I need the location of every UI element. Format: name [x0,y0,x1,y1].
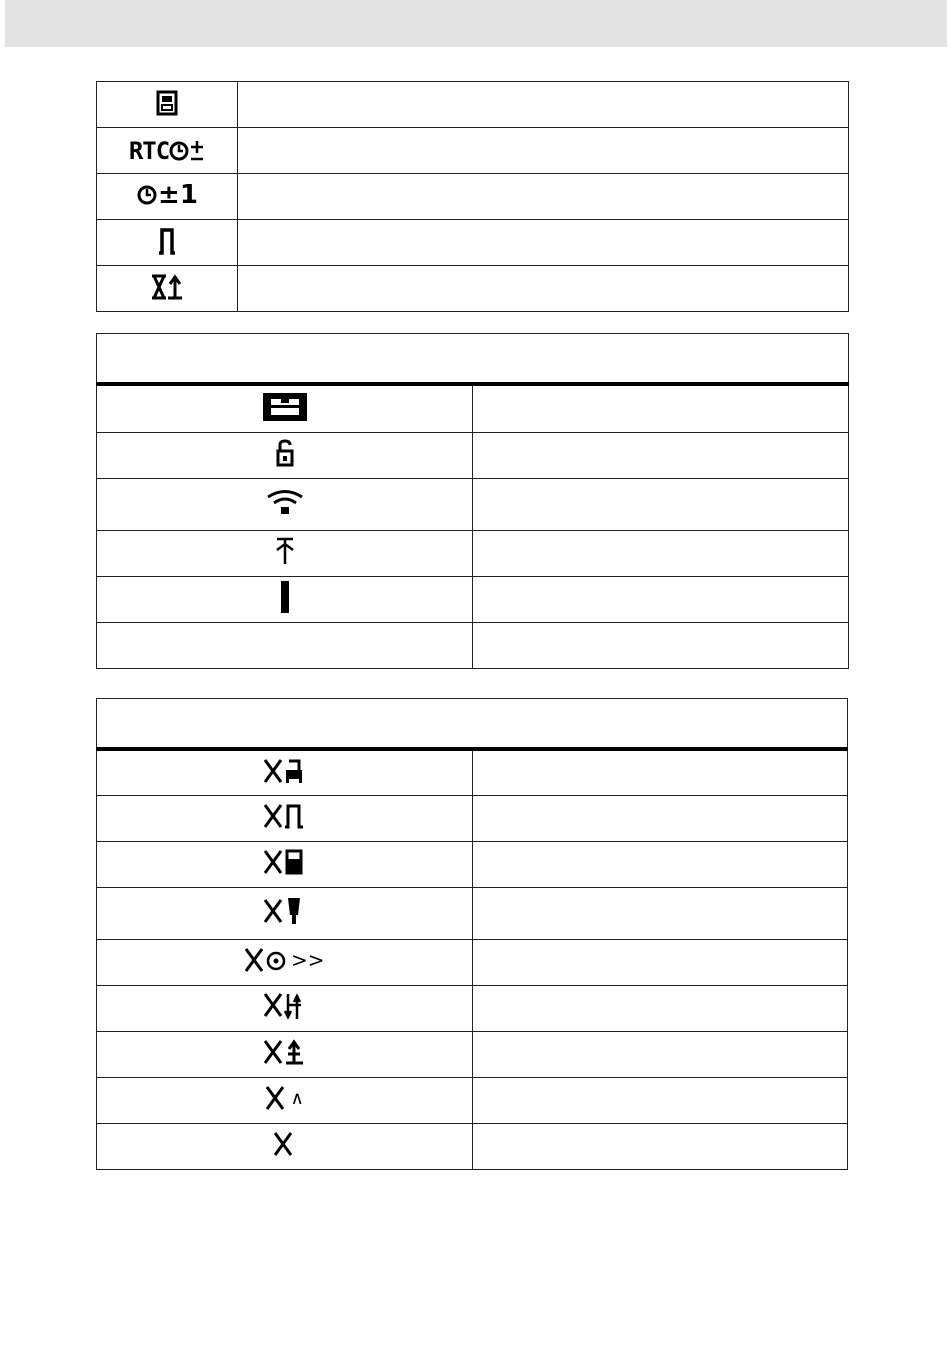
table-row [97,1123,848,1169]
row-description [238,220,849,266]
row-description [472,1031,848,1077]
rtc-clock-adjust-icon [129,137,205,165]
table-row [97,985,848,1031]
row-description [472,985,848,1031]
symbol-table-3 [96,698,848,1170]
clock-plus-minus-one-icon [136,180,198,210]
x-pulse-icon [263,802,305,830]
x-card-icon [263,848,305,876]
table-header [97,699,848,750]
table-row [97,478,849,530]
table-row [97,174,849,220]
row-description [238,128,849,174]
x-hourglass-up-icon [263,1038,305,1066]
plus-minus-one-label: ±1 [158,180,198,210]
table-row [97,432,849,478]
row-description [238,266,849,312]
x-sensor-icon [263,895,305,927]
x-speed-icon [244,946,325,974]
table-header-row [97,334,849,385]
hourglass-up-icon [150,273,184,301]
x-printer-icon [263,757,305,785]
table-row [97,795,848,841]
table-row [97,841,848,887]
row-description [472,1123,848,1169]
row-description [473,384,849,432]
row-description [472,841,848,887]
wireless-icon [265,488,305,516]
row-description [472,749,848,795]
caret-label: ∧ [290,1087,304,1109]
empty-icon-cell [97,622,473,668]
row-description [238,174,849,220]
row-description [472,887,848,939]
table-row [97,220,849,266]
row-description [472,939,848,985]
row-description [472,795,848,841]
table-row [97,749,848,795]
symbol-table-1 [96,81,849,312]
vertical-bar-icon [280,581,290,613]
table-header [97,334,849,385]
table-row [97,576,849,622]
pulse-icon [158,227,176,255]
table-row [97,266,849,312]
table-row [97,622,849,668]
row-description [473,576,849,622]
page-header-bar [5,0,947,47]
x-caret-icon [265,1084,304,1112]
table-row [97,939,848,985]
table-row [97,530,849,576]
table-row [97,887,848,939]
row-description [473,478,849,530]
x-icon [273,1130,295,1158]
speed-label: >> [290,948,325,972]
t-anchor-icon [275,536,295,566]
rtc-label: RTC [128,136,170,165]
table-row [97,1077,848,1123]
x-arrows-icon [263,991,305,1021]
row-description [473,530,849,576]
card-slot-icon [263,393,307,421]
row-description [473,432,849,478]
memory-card-icon [156,90,178,116]
table-row [97,384,849,432]
table-row [97,82,849,128]
table-row [97,128,849,174]
table-header-row [97,699,848,750]
symbol-table-2 [96,333,849,669]
row-description [473,622,849,668]
row-description [472,1077,848,1123]
table-row [97,1031,848,1077]
row-description [238,82,849,128]
unlock-icon [276,439,294,467]
